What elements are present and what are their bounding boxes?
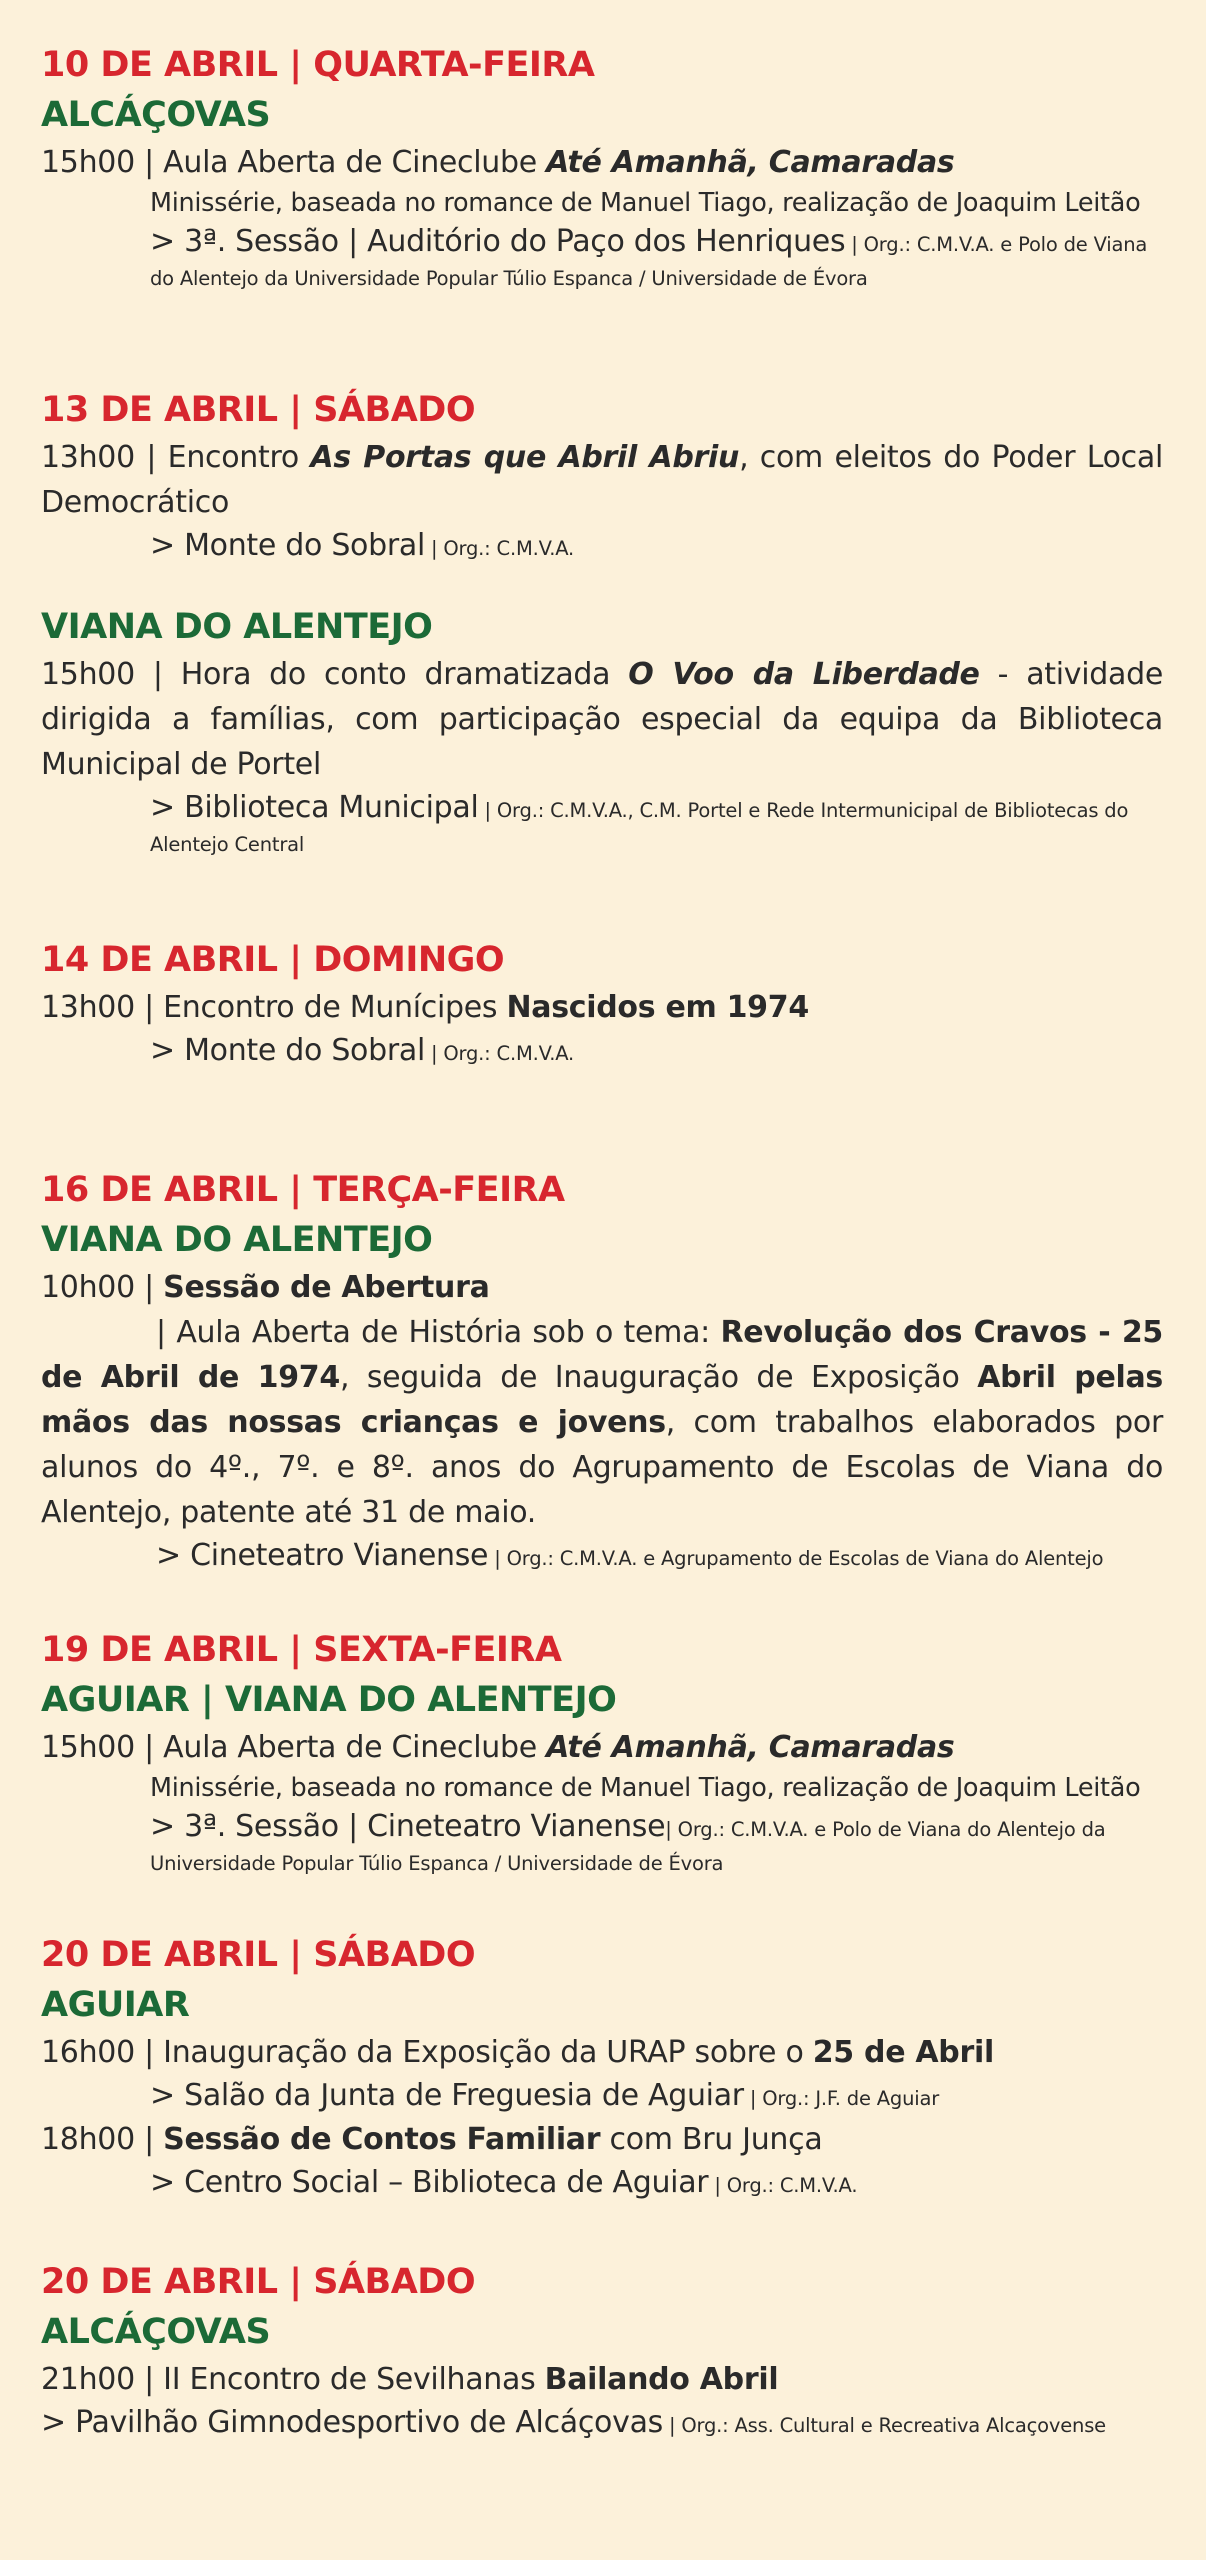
event-20-abril-alcacovas [41,2257,1163,2444]
event-line [41,435,1163,525]
event-title: As Portas que Abril Abriu [310,440,740,475]
event-time: 15h00 | Aula Aberta de Cineclube [41,1730,547,1765]
event-title: Até Amanhã, Camaradas [546,1730,955,1765]
event-organizer: | Org.: C.M.V.A. [425,537,575,560]
event-location-line [41,2075,1163,2117]
event-text: , seguida de Inauguração de Exposição [339,1360,978,1395]
event-date: 16 DE ABRIL | TERÇA-FEIRA [41,1170,565,1210]
event-organizer: | Org.: C.M.V.A., C.M. Portel e Rede Intermunicipal de Bibliotecas do Alentejo Central [150,799,1129,856]
event-location-line [41,525,1163,567]
event-date: 10 DE ABRIL | QUARTA-FEIRA [41,45,595,85]
event-place: VIANA DO ALENTEJO [41,1220,433,1260]
event-place: AGUIAR [41,1985,190,2025]
event-location-line [41,787,1163,861]
event-date: 14 DE ABRIL | DOMINGO [41,940,505,980]
event-10-abril [41,40,1163,295]
event-line [41,652,1163,787]
event-text: , com eleitos do Poder Local Democrático [41,440,1163,520]
event-text: | Aula Aberta de História sob o tema: [156,1315,721,1350]
event-location: > Biblioteca Municipal [150,790,479,825]
event-time: 15h00 | Hora do conto dramatizada [41,657,629,692]
event-organizer: | Org.: C.M.V.A. [425,1042,575,1065]
event-location: > Monte do Sobral [150,1033,426,1068]
event-line [41,1265,1163,1310]
event-location: > Pavilhão Gimnodesportivo de Alcáçovas [41,2405,663,2440]
event-organizer: | Org.: C.M.V.A. e Polo de Viana do Alentejo da Universidade Popular Túlio Espanca / Universidade de Évora [150,233,1148,290]
event-location-line [41,1535,1163,1577]
event-date: 20 DE ABRIL | SÁBADO [41,2262,476,2302]
event-line [41,985,1163,1030]
event-time: 16h00 | Inauguração da Exposição da URAP sobre o [41,2035,813,2070]
event-place: VIANA DO ALENTEJO [41,607,433,647]
event-16-abril [41,1165,1163,1577]
event-paragraph [41,1310,1163,1535]
event-title: Sessão de Contos Familiar [163,2122,601,2157]
event-date: 13 DE ABRIL | SÁBADO [41,390,476,430]
event-text: com Bru Junça [600,2122,823,2157]
event-line [41,2357,1163,2402]
event-location: > Centro Social – Biblioteca de Aguiar [150,2165,709,2200]
event-time: 15h00 | Aula Aberta de Cineclube [41,145,547,180]
event-location-line [41,2162,1163,2204]
event-13-abril [41,385,1163,567]
event-title: Nascidos em 1974 [506,990,809,1025]
event-time: 18h00 | [41,2122,164,2157]
event-date: 19 DE ABRIL | SEXTA-FEIRA [41,1630,562,1670]
event-text: - atividade dirigida a famílias, com participação especial da equipa da Biblioteca Municipal de Portel [41,657,1163,782]
event-location-line [41,1030,1163,1072]
exhibition-title: Abril pelas mãos das nossas crianças e jovens [41,1360,1163,1440]
event-time: 21h00 | II Encontro de Sevilhanas [41,2362,545,2397]
event-line [41,2030,1163,2075]
event-location: > Cineteatro Vianense [156,1538,489,1573]
event-20-abril-aguiar [41,1930,1163,2204]
event-line [41,1725,1163,1770]
event-title: Bailando Abril [544,2362,779,2397]
event-title: 25 de Abril [812,2035,994,2070]
event-location: > Salão da Junta de Freguesia de Aguiar [150,2078,744,2113]
event-location: > 3ª. Sessão | Cineteatro Vianense [150,1809,666,1844]
event-place: ALCÁÇOVAS [41,2312,271,2352]
event-13-abril-viana [41,602,1163,861]
event-14-abril [41,935,1163,1072]
event-organizer: | Org.: C.M.V.A. e Agrupamento de Escolas de Viana do Alentejo [488,1547,1104,1570]
event-line [41,140,1163,185]
event-description: Minissérie, baseada no romance de Manuel Tiago, realização de Joaquim Leitão [150,1773,1141,1803]
event-time: 13h00 | Encontro de Munícipes [41,990,507,1025]
event-place: ALCÁÇOVAS [41,95,271,135]
event-organizer: | Org.: C.M.V.A. [708,2174,858,2197]
event-time: 10h00 | [41,1270,164,1305]
event-location: > Monte do Sobral [150,528,426,563]
event-organizer: | Org.: C.M.V.A. e Polo de Viana do Alentejo da Universidade Popular Túlio Espanca / Universidade de Évora [150,1818,1106,1875]
event-date: 20 DE ABRIL | SÁBADO [41,1935,476,1975]
event-title: O Voo da Liberdade [628,657,980,692]
event-line [41,2117,1163,2162]
event-19-abril [41,1625,1163,1880]
event-organizer: | Org.: Ass. Cultural e Recreativa Alcaçovense [662,2414,1106,2437]
event-place: AGUIAR | VIANA DO ALENTEJO [41,1680,617,1720]
event-organizer: | Org.: J.F. de Aguiar [743,2087,940,2110]
event-description: Minissérie, baseada no romance de Manuel Tiago, realização de Joaquim Leitão [150,188,1141,218]
event-text: , com trabalhos elaborados por alunos do 4º., 7º. e 8º. anos do Agrupamento de Escolas de Viana do Alentejo, patente até 31 de maio. [41,1405,1163,1530]
event-theme: Revolução dos Cravos - 25 de Abril de 1974 [41,1315,1164,1395]
event-location-line [41,221,1163,295]
event-title: Sessão de Abertura [163,1270,490,1305]
event-time: 13h00 | Encontro [41,440,311,475]
event-title: Até Amanhã, Camaradas [546,145,955,180]
event-location-line [41,1806,1163,1880]
event-location-line [41,2402,1163,2444]
event-location: > 3ª. Sessão | Auditório do Paço dos Henriques [150,224,846,259]
